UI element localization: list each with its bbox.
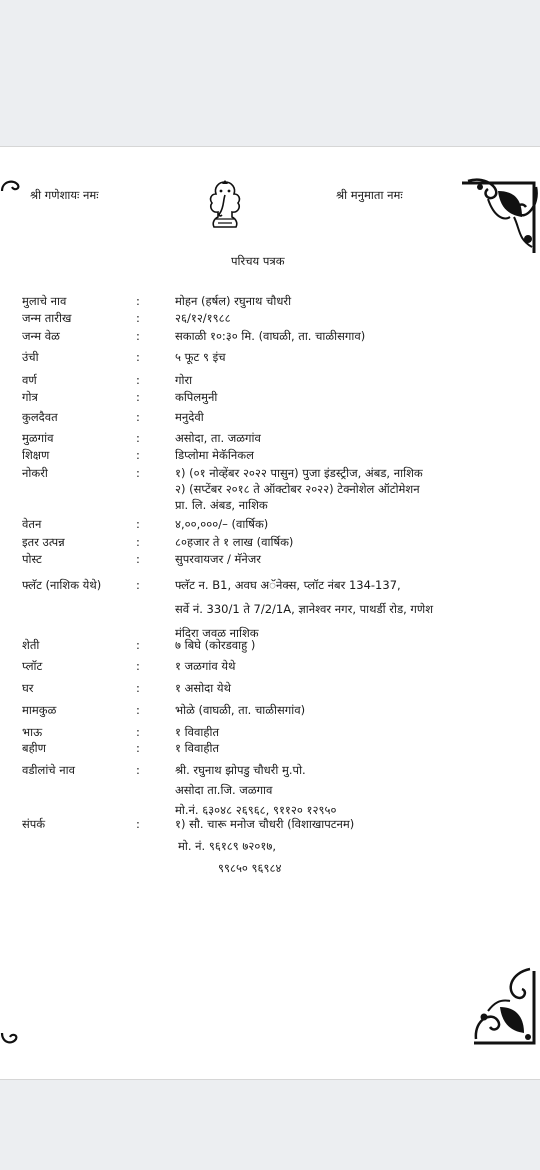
ganesha-icon <box>206 179 244 231</box>
field-value: सुपरवायजर / मॅनेजर <box>175 552 261 566</box>
field-value: भोळे (वाघळी, ता. चाळीसगांव) <box>175 703 306 717</box>
field-separator: : <box>136 294 140 308</box>
field-separator: : <box>136 448 140 462</box>
field-separator: : <box>136 535 140 549</box>
field-value: १) सौ. चारू मनोज चौधरी (विशाखापटनम) <box>175 817 355 831</box>
field-label: वर्ण <box>22 373 37 387</box>
field-label: भाऊ <box>22 725 43 739</box>
field-separator: : <box>136 329 140 343</box>
field-separator: : <box>136 390 140 404</box>
field-separator: : <box>136 638 140 652</box>
field-value: १ विवाहीत <box>175 741 220 755</box>
right-invocation: श्री मनुमाता नमः <box>336 188 403 202</box>
field-label: बहीण <box>22 741 46 755</box>
field-value: असोदा, ता. जळगांव <box>175 431 261 445</box>
field-value: प्रा. लि. अंबड, नाशिक <box>175 498 268 512</box>
field-label: फ्लॅट (नाशिक येथे) <box>22 578 102 592</box>
field-value: ४,००,०००/– (वार्षिक) <box>175 517 269 531</box>
field-separator: : <box>136 431 140 445</box>
field-separator: : <box>136 373 140 387</box>
field-separator: : <box>136 659 140 673</box>
field-label: वडीलांचे नाव <box>22 763 76 777</box>
field-value: सकाळी १०:३० मि. (वाघळी, ता. चाळीसगाव) <box>175 329 366 343</box>
field-separator: : <box>136 517 140 531</box>
field-label: जन्म वेळ <box>22 329 60 343</box>
page-title: परिचय पत्रक <box>231 254 285 268</box>
field-label: पोस्ट <box>22 552 42 566</box>
field-value: मनुदेवी <box>175 410 204 424</box>
field-value: गोरा <box>175 373 193 387</box>
field-value: ९९८५० ९६९८४ <box>218 861 282 875</box>
field-value: मो.नं. ६३०४८ २६९६८, ९११२० १२९५० <box>175 803 337 817</box>
field-value: श्री. रघुनाथ झोपडु चौधरी मु.पो. <box>175 763 306 777</box>
field-separator: : <box>136 725 140 739</box>
field-label: कुलदैवत <box>22 410 58 424</box>
field-value: २६/१२/१९८८ <box>175 311 231 325</box>
field-label: नोकरी <box>22 466 48 480</box>
field-value: १ विवाहीत <box>175 725 220 739</box>
field-separator: : <box>136 466 140 480</box>
field-value: कपिलमुनी <box>175 390 218 404</box>
field-label: घर <box>22 681 34 695</box>
field-value: ५ फूट ९ इंच <box>175 350 226 364</box>
field-label: मामकुळ <box>22 703 57 717</box>
field-value: १ असोदा येथे <box>175 681 231 695</box>
field-separator: : <box>136 681 140 695</box>
field-label: इतर उत्पन्न <box>22 535 65 549</box>
field-label: उंची <box>22 350 39 364</box>
field-label: वेतन <box>22 517 42 531</box>
corner-ornament-top-right <box>458 177 538 257</box>
field-value: मंदिरा जवळ नाशिक <box>175 626 259 640</box>
field-separator: : <box>136 578 140 592</box>
field-label: मुलाचे नाव <box>22 294 67 308</box>
field-separator: : <box>136 410 140 424</box>
field-value: फ्लॅट न. B1, अवघ अॅनेक्स, प्लॉट नंबर 134-137, <box>175 578 401 592</box>
field-value: २) (सप्टेंबर २०१८ ते ऑक्टोबर २०२२) टेक्नोशेल ऑटोमेशन <box>175 482 420 496</box>
document-page <box>0 146 540 1080</box>
field-label: शेती <box>22 638 40 652</box>
field-label: प्लॉट <box>22 659 43 673</box>
field-separator: : <box>136 552 140 566</box>
field-separator: : <box>136 741 140 755</box>
field-label: शिक्षण <box>22 448 50 462</box>
field-label: गोत्र <box>22 390 38 404</box>
corner-ornament-bottom-right <box>470 967 538 1049</box>
left-invocation: श्री गणेशायः नमः <box>30 188 99 202</box>
field-separator: : <box>136 817 140 831</box>
field-separator: : <box>136 703 140 717</box>
field-value: सर्वे नं. 330/1 ते 7/2/1A, ज्ञानेश्वर नगर, पाथर्डी रोड, गणेश <box>175 602 434 616</box>
field-value: ८०हजार ते १ लाख (वार्षिक) <box>175 535 294 549</box>
field-value: १) (०१ नोव्हेंबर २०२२ पासुन) पुजा इंडस्ट्रीज, अंबड, नाशिक <box>175 466 423 480</box>
field-value: मोहन (हर्षल) रघुनाथ चौधरी <box>175 294 292 308</box>
field-value: असोदा ता.जि. जळगाव <box>175 783 273 797</box>
field-separator: : <box>136 311 140 325</box>
field-value: ७ बिघे (कोरडवाहु ) <box>175 638 256 652</box>
field-value: डिप्लोमा मेकॅनिकल <box>175 448 254 462</box>
field-label: मुळगांव <box>22 431 54 445</box>
field-separator: : <box>136 350 140 364</box>
field-label: जन्म तारीख <box>22 311 72 325</box>
corner-ornament-bottom-left <box>0 1029 24 1049</box>
field-label: संपर्क <box>22 817 46 831</box>
field-separator: : <box>136 763 140 777</box>
field-value: मो. नं. ९६१८९ ७२०१७, <box>178 839 276 853</box>
corner-ornament-top-left <box>0 177 24 199</box>
field-value: १ जळगांव येथे <box>175 659 236 673</box>
